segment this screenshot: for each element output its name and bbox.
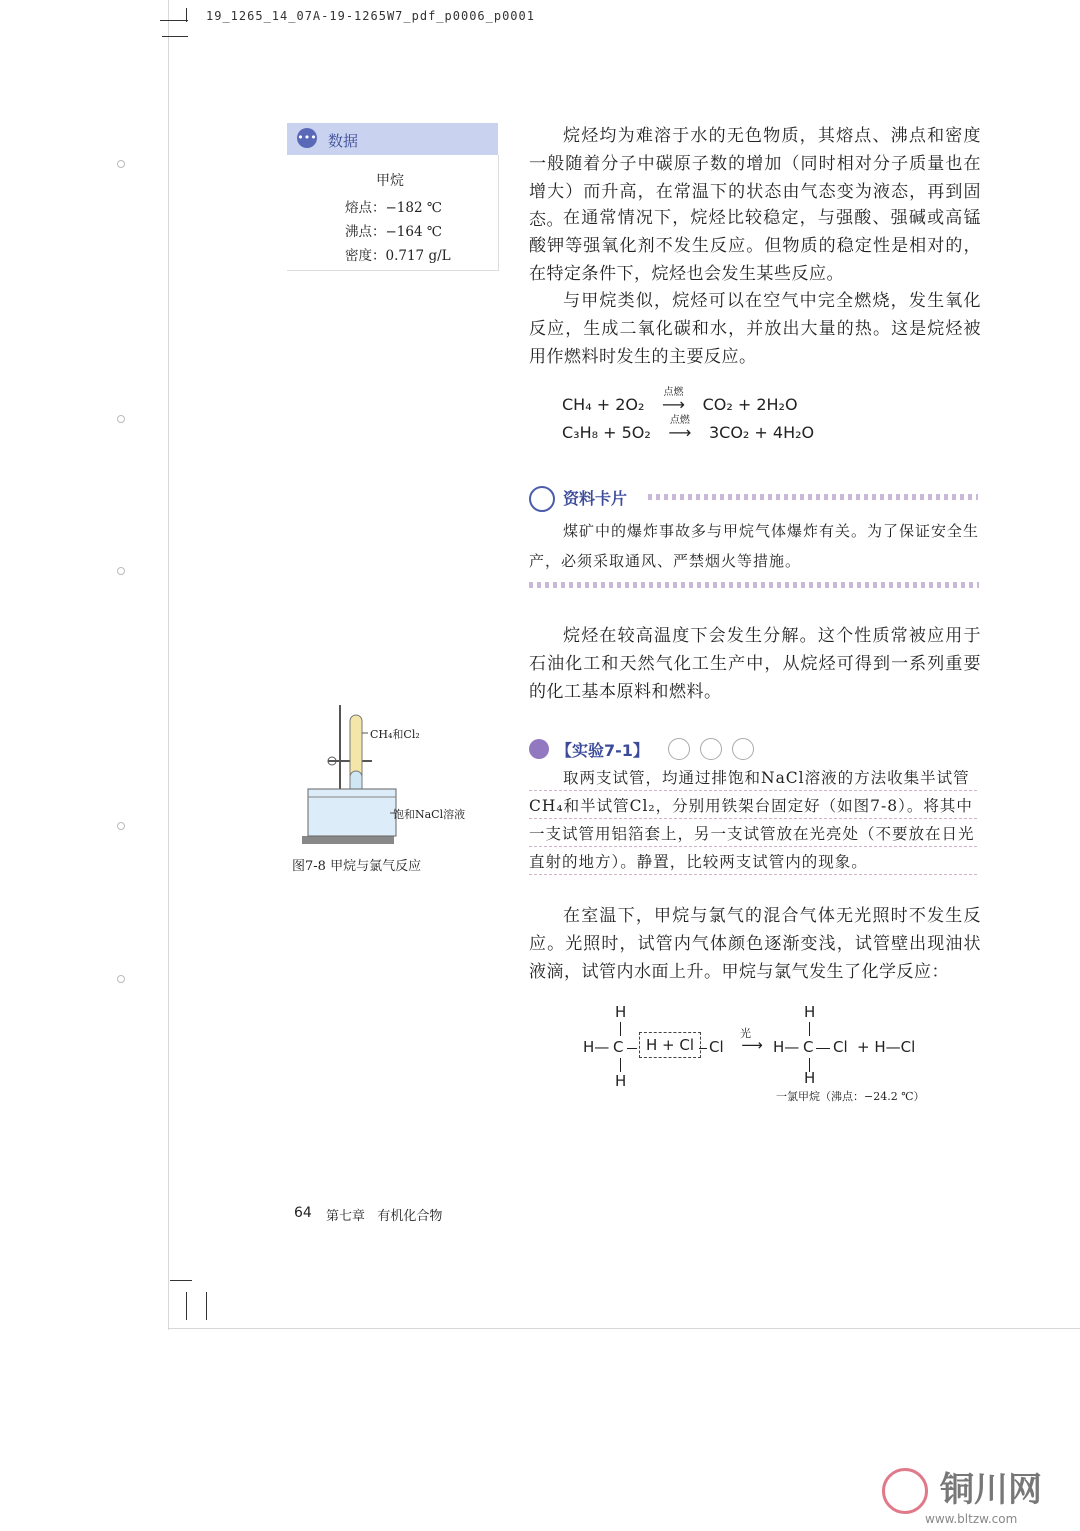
equation-propane (562, 415, 815, 442)
product-note: 一氯甲烷（沸点：−24.2 ℃） (776, 1090, 925, 1103)
atom-h: H (804, 1069, 816, 1087)
text-underline (529, 874, 979, 875)
melting-point: 熔点：−182 ℃ (345, 200, 442, 216)
paragraph: 在室温下，甲烷与氯气的混合气体无光照时不发生反应。光照时，试管内气体颜色逐渐变浅，试管壁出现油状液滴，试管内水面上升。甲烷与氯气发生了化学反应： (529, 906, 981, 982)
data-box-label: 数据 (328, 132, 359, 150)
boiling-point: 沸点：−164 ℃ (345, 224, 442, 240)
paragraph: 烷烃均为难溶于水的无色物质，其熔点、沸点和密度一般随着分子中碳原子数的增加（同时相对分子质量也在增大）而升高，在常温下的状态由气态变为液态，再到固态。 (529, 126, 981, 230)
bond (620, 1058, 621, 1072)
data-box-header (287, 123, 498, 155)
safety-icon (668, 738, 690, 760)
product-hcl: + H—Cl (857, 1038, 916, 1056)
binding-hole (117, 975, 125, 983)
bond (620, 1022, 621, 1036)
atom-h: H (615, 1003, 627, 1021)
binding-hole (117, 160, 125, 168)
condition-label: 点燃 (669, 415, 690, 426)
text-underline (529, 846, 979, 847)
bond (699, 1048, 707, 1049)
apparatus-figure (290, 695, 490, 851)
scan-file-code: 19_1265_14_07A-19-1265W7_pdf_p0006_p0001 (206, 9, 535, 23)
crop-mark (160, 20, 188, 21)
watermark-logo (882, 1468, 928, 1514)
bond (627, 1048, 637, 1049)
reaction-arrow: 点燃 ⟶ (656, 423, 704, 442)
light-label: 光 (740, 1027, 751, 1040)
equation-right: 3CO₂ + 4H₂O (708, 423, 815, 442)
label-gas: CH₄和Cl₂ (370, 728, 420, 741)
atom-cl: Cl (833, 1038, 848, 1056)
equation-left: C₃H₈ + 5O₂ (562, 423, 651, 442)
trough (308, 789, 396, 836)
equation-left: CH₄ + 2O₂ (562, 395, 645, 414)
crop-mark (170, 1280, 192, 1281)
atom-c: C (803, 1038, 814, 1056)
experiment-title: 【实验7-1】 (556, 741, 649, 760)
paragraph: 烷烃在较高温度下会发生分解。这个性质常被应用于石油化工和天然气化工生产中，从烷烃可得到一系列重要的化工基本原料和燃料。 (529, 626, 981, 702)
page-edge (168, 0, 169, 1330)
wavy-divider (529, 582, 979, 588)
paragraph: 与甲烷类似，烷烃可以在空气中完全燃烧，发生氧化反应，生成二氧化碳和水，并放出大量的热。这是烷烃被用作燃料时发生的主要反应。 (529, 291, 981, 367)
atom-c: C (613, 1038, 624, 1056)
page-number: 64 (294, 1205, 312, 1221)
condition-label: 点燃 (663, 387, 684, 398)
data-box-title: 甲烷 (376, 173, 404, 189)
crop-mark (206, 1292, 207, 1320)
page-bottom-edge (168, 1328, 1080, 1329)
atom-cl: Cl (709, 1038, 724, 1056)
watermark-url: www.bltzw.com (925, 1512, 1018, 1526)
stand-base (302, 836, 394, 844)
flask-icon (529, 739, 549, 759)
atom-h: H (804, 1003, 816, 1021)
text-underline (529, 818, 979, 819)
card-title: 资料卡片 (563, 489, 628, 508)
watermark-text: 铜川网 (940, 1470, 1042, 1510)
binding-hole (117, 822, 125, 830)
equation-right: CO₂ + 2H₂O (702, 395, 798, 414)
bond (816, 1048, 830, 1049)
paragraph: 在通常情况下，烷烃比较稳定，与强酸、强碱或高锰酸钾等强氧化剂不发生反应。但物质的稳定性是相对的，在特定条件下，烷烃也会发生某些反应。 (529, 208, 981, 284)
crop-mark (162, 36, 188, 37)
atom-h: H— (583, 1038, 610, 1056)
reaction-arrow: ⟶ (741, 1036, 763, 1054)
wavy-divider (648, 494, 978, 500)
boxed-atoms: H + Cl (639, 1032, 701, 1058)
density: 密度：0.717 g/L (345, 248, 451, 264)
atom-h: H (615, 1072, 627, 1090)
figure-caption: 图7-8 甲烷与氯气反应 (292, 859, 422, 874)
chat-bubble-icon: ••• (297, 128, 317, 148)
chapter-title: 第七章 有机化合物 (326, 1209, 443, 1224)
bond (809, 1022, 810, 1036)
binding-hole (117, 567, 125, 575)
experiment-text: 取两支试管，均通过排饱和NaCl溶液的方法收集半试管CH₄和半试管Cl₂，分别用铁架台固定好（如图7-8）。将其中一支试管用铝箔套上，另一支试管放在光亮处（不要放在日光直射的地方）。静置，比较两支试管内的现象。 (529, 769, 975, 871)
crop-mark (186, 8, 187, 22)
atom-h: H— (773, 1038, 800, 1056)
label-solution: 饱和NaCl溶液 (393, 808, 466, 821)
binding-hole (117, 415, 125, 423)
hand-wash-icon (732, 738, 754, 760)
crop-mark (186, 1292, 187, 1320)
reaction-arrow: 点燃 ⟶ (649, 395, 697, 414)
text-underline (529, 790, 979, 791)
hazard-icon (700, 738, 722, 760)
document-icon (529, 486, 555, 512)
card-text: 煤矿中的爆炸事故多与甲烷气体爆炸有关。为了保证安全生产，必须采取通风、严禁烟火等措施。 (529, 522, 980, 570)
